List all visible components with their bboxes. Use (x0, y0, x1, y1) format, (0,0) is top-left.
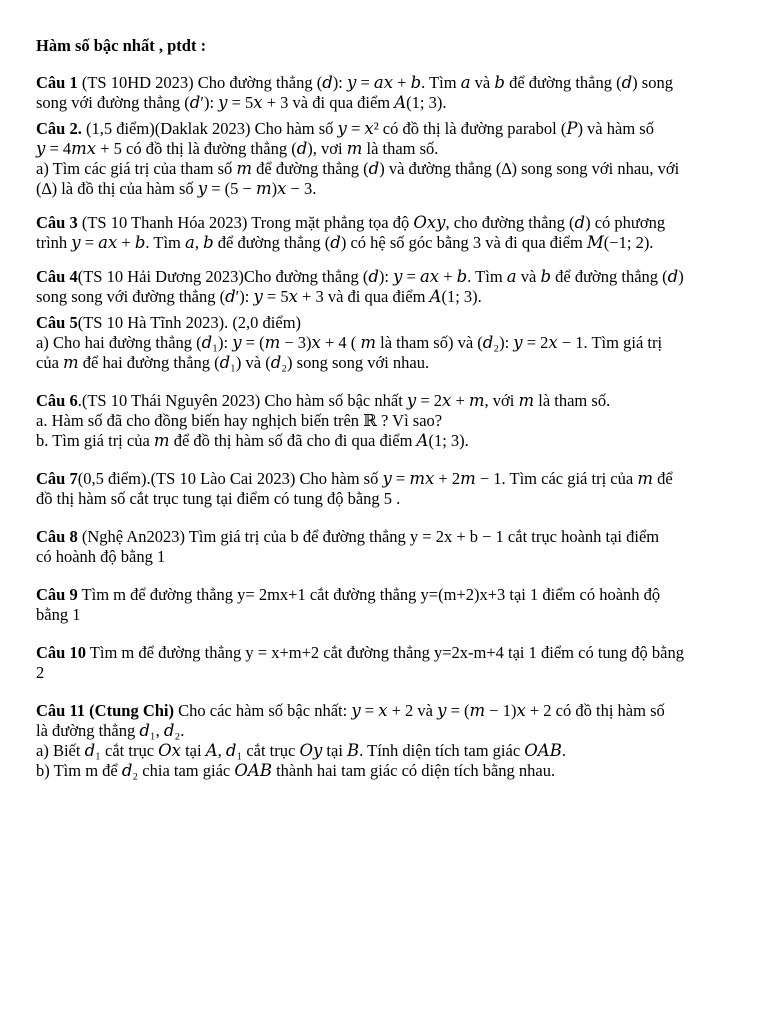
question-1-line-2: song với đường thẳng (𝑑′): 𝑦 = 5𝑥 + 3 và đi qua điểm 𝐴(1; 3). (36, 93, 447, 112)
question-6-line-1: Câu 6.(TS 10 Thái Nguyên 2023) Cho hàm số bậc nhất 𝑦 = 2𝑥 + 𝑚, với 𝑚 là tham số. (36, 391, 611, 410)
question-3-label: Câu 3 (36, 213, 78, 232)
question-10 (36, 643, 728, 683)
question-2-line-4: (∆) là đồ thị của hàm số 𝑦 = (5 − 𝑚)𝑥 − 3. (36, 179, 317, 198)
question-9-line-1: Câu 9 Tìm m để đường thẳng y= 2mx+1 cắt đường thẳng y=(m+2)x+3 tại 1 điểm có hoành độ (36, 585, 661, 604)
question-3-line-1: Câu 3 (TS 10 Thanh Hóa 2023) Trong mặt phẳng tọa độ 𝑂𝑥𝑦, cho đường thẳng (𝑑) có phương (36, 213, 666, 232)
question-1-label: Câu 1 (36, 73, 78, 92)
question-2 (36, 119, 728, 199)
question-6-label: Câu 6 (36, 391, 78, 410)
question-11-line-2: là đường thẳng 𝑑₁, 𝑑₂. (36, 721, 185, 740)
question-10-line-1: Câu 10 Tìm m để đường thẳng y = x+m+2 cắt đường thẳng y=2x-m+4 tại 1 điểm có tung độ bằng (36, 643, 684, 662)
question-6-line-2: a. Hàm số đã cho đồng biến hay nghịch biến trên ℝ ? Vì sao? (36, 411, 443, 430)
question-9 (36, 585, 728, 625)
question-11-line-4: b) Tìm m để 𝑑₂ chia tam giác 𝑂𝐴𝐵 thành hai tam giác có diện tích bằng nhau. (36, 761, 556, 780)
question-1-line-1: Câu 1 (TS 10HD 2023) Cho đường thẳng (𝑑): 𝑦 = 𝑎𝑥 + 𝑏. Tìm 𝑎 và 𝑏 để đường thẳng (𝑑) song (36, 73, 673, 92)
question-4-label: Câu 4 (36, 267, 78, 286)
question-8-line-1: Câu 8 (Nghệ An2023) Tìm giá trị của b để đường thẳng y = 2x + b − 1 cắt trục hoành tại điểm (36, 527, 660, 546)
question-8 (36, 527, 728, 567)
question-3 (36, 213, 728, 253)
question-2-label: Câu 2. (36, 119, 82, 138)
question-4 (36, 267, 728, 307)
question-8-line-2: có hoành độ bằng 1 (36, 547, 166, 566)
question-10-line-2: 2 (36, 663, 45, 682)
question-6 (36, 391, 728, 451)
question-5-label: Câu 5 (36, 313, 78, 332)
question-5 (36, 313, 728, 373)
question-2-line-1: Câu 2. (1,5 điểm)(Daklak 2023) Cho hàm số 𝑦 = 𝑥² có đồ thị là đường parabol (𝑃) và hàm số (36, 119, 654, 138)
question-2-line-3: a) Tìm các giá trị của tham số 𝑚 để đường thẳng (𝑑) và đường thẳng (∆) song song với nhau, với (36, 159, 680, 178)
question-4-line-2: song song với đường thẳng (𝑑′): 𝑦 = 5𝑥 + 3 và đi qua điểm 𝐴(1; 3). (36, 287, 482, 306)
question-9-label: Câu 9 (36, 585, 78, 604)
question-1 (36, 73, 728, 113)
question-11 (36, 701, 728, 781)
question-5-line-2: a) Cho hai đường thẳng (𝑑₁): 𝑦 = (𝑚 − 3)𝑥 + 4 ( 𝑚 là tham số) và (𝑑₂): 𝑦 = 2𝑥 − 1. Tìm giá trị (36, 333, 663, 352)
question-2-line-2: 𝑦 = 4𝑚𝑥 + 5 có đồ thị là đường thẳng (𝑑), vơi 𝑚 là tham số. (36, 139, 439, 158)
question-11-line-1: Câu 11 (Ctung Chi) Cho các hàm số bậc nhất: 𝑦 = 𝑥 + 2 và 𝑦 = (𝑚 − 1)𝑥 + 2 có đồ thị hàm số (36, 701, 665, 720)
document-title: Hàm số bậc nhất , ptdt : (36, 36, 207, 55)
question-3-line-2: trình 𝑦 = 𝑎𝑥 + 𝑏. Tìm 𝑎, 𝑏 để đường thẳng (𝑑) có hệ số góc bằng 3 và đi qua điểm 𝑀(−1; 2). (36, 233, 654, 252)
question-7 (36, 469, 728, 509)
question-9-line-2: bằng 1 (36, 605, 81, 624)
question-10-label: Câu 10 (36, 643, 86, 662)
question-7-label: Câu 7 (36, 469, 78, 488)
question-8-label: Câu 8 (36, 527, 78, 546)
question-4-line-1: Câu 4(TS 10 Hải Dương 2023)Cho đường thẳng (𝑑): 𝑦 = 𝑎𝑥 + 𝑏. Tìm 𝑎 và 𝑏 để đường thẳng (𝑑) (36, 267, 684, 286)
question-6-line-3: b. Tìm giá trị của 𝑚 để đồ thị hàm số đã cho đi qua điểm 𝐴(1; 3). (36, 431, 469, 450)
question-11-line-3: a) Biết 𝑑₁ cắt trục 𝑂𝑥 tại 𝐴, 𝑑₁ cắt trục 𝑂𝑦 tại 𝐵. Tính diện tích tam giác 𝑂𝐴𝐵. (36, 741, 566, 760)
question-5-line-3: của 𝑚 để hai đường thẳng (𝑑₁) và (𝑑₂) song song với nhau. (36, 353, 430, 372)
question-7-line-2: đồ thị hàm số cắt trục tung tại điểm có tung độ bằng 5 . (36, 489, 401, 508)
question-5-line-1: Câu 5(TS 10 Hà Tĩnh 2023). (2,0 điểm) (36, 313, 302, 332)
question-11-label: Câu 11 (Ctung Chi) (36, 701, 174, 720)
question-7-line-1: Câu 7(0,5 điểm).(TS 10 Lào Cai 2023) Cho hàm số 𝑦 = 𝑚𝑥 + 2𝑚 − 1. Tìm các giá trị của 𝑚 để (36, 469, 673, 488)
